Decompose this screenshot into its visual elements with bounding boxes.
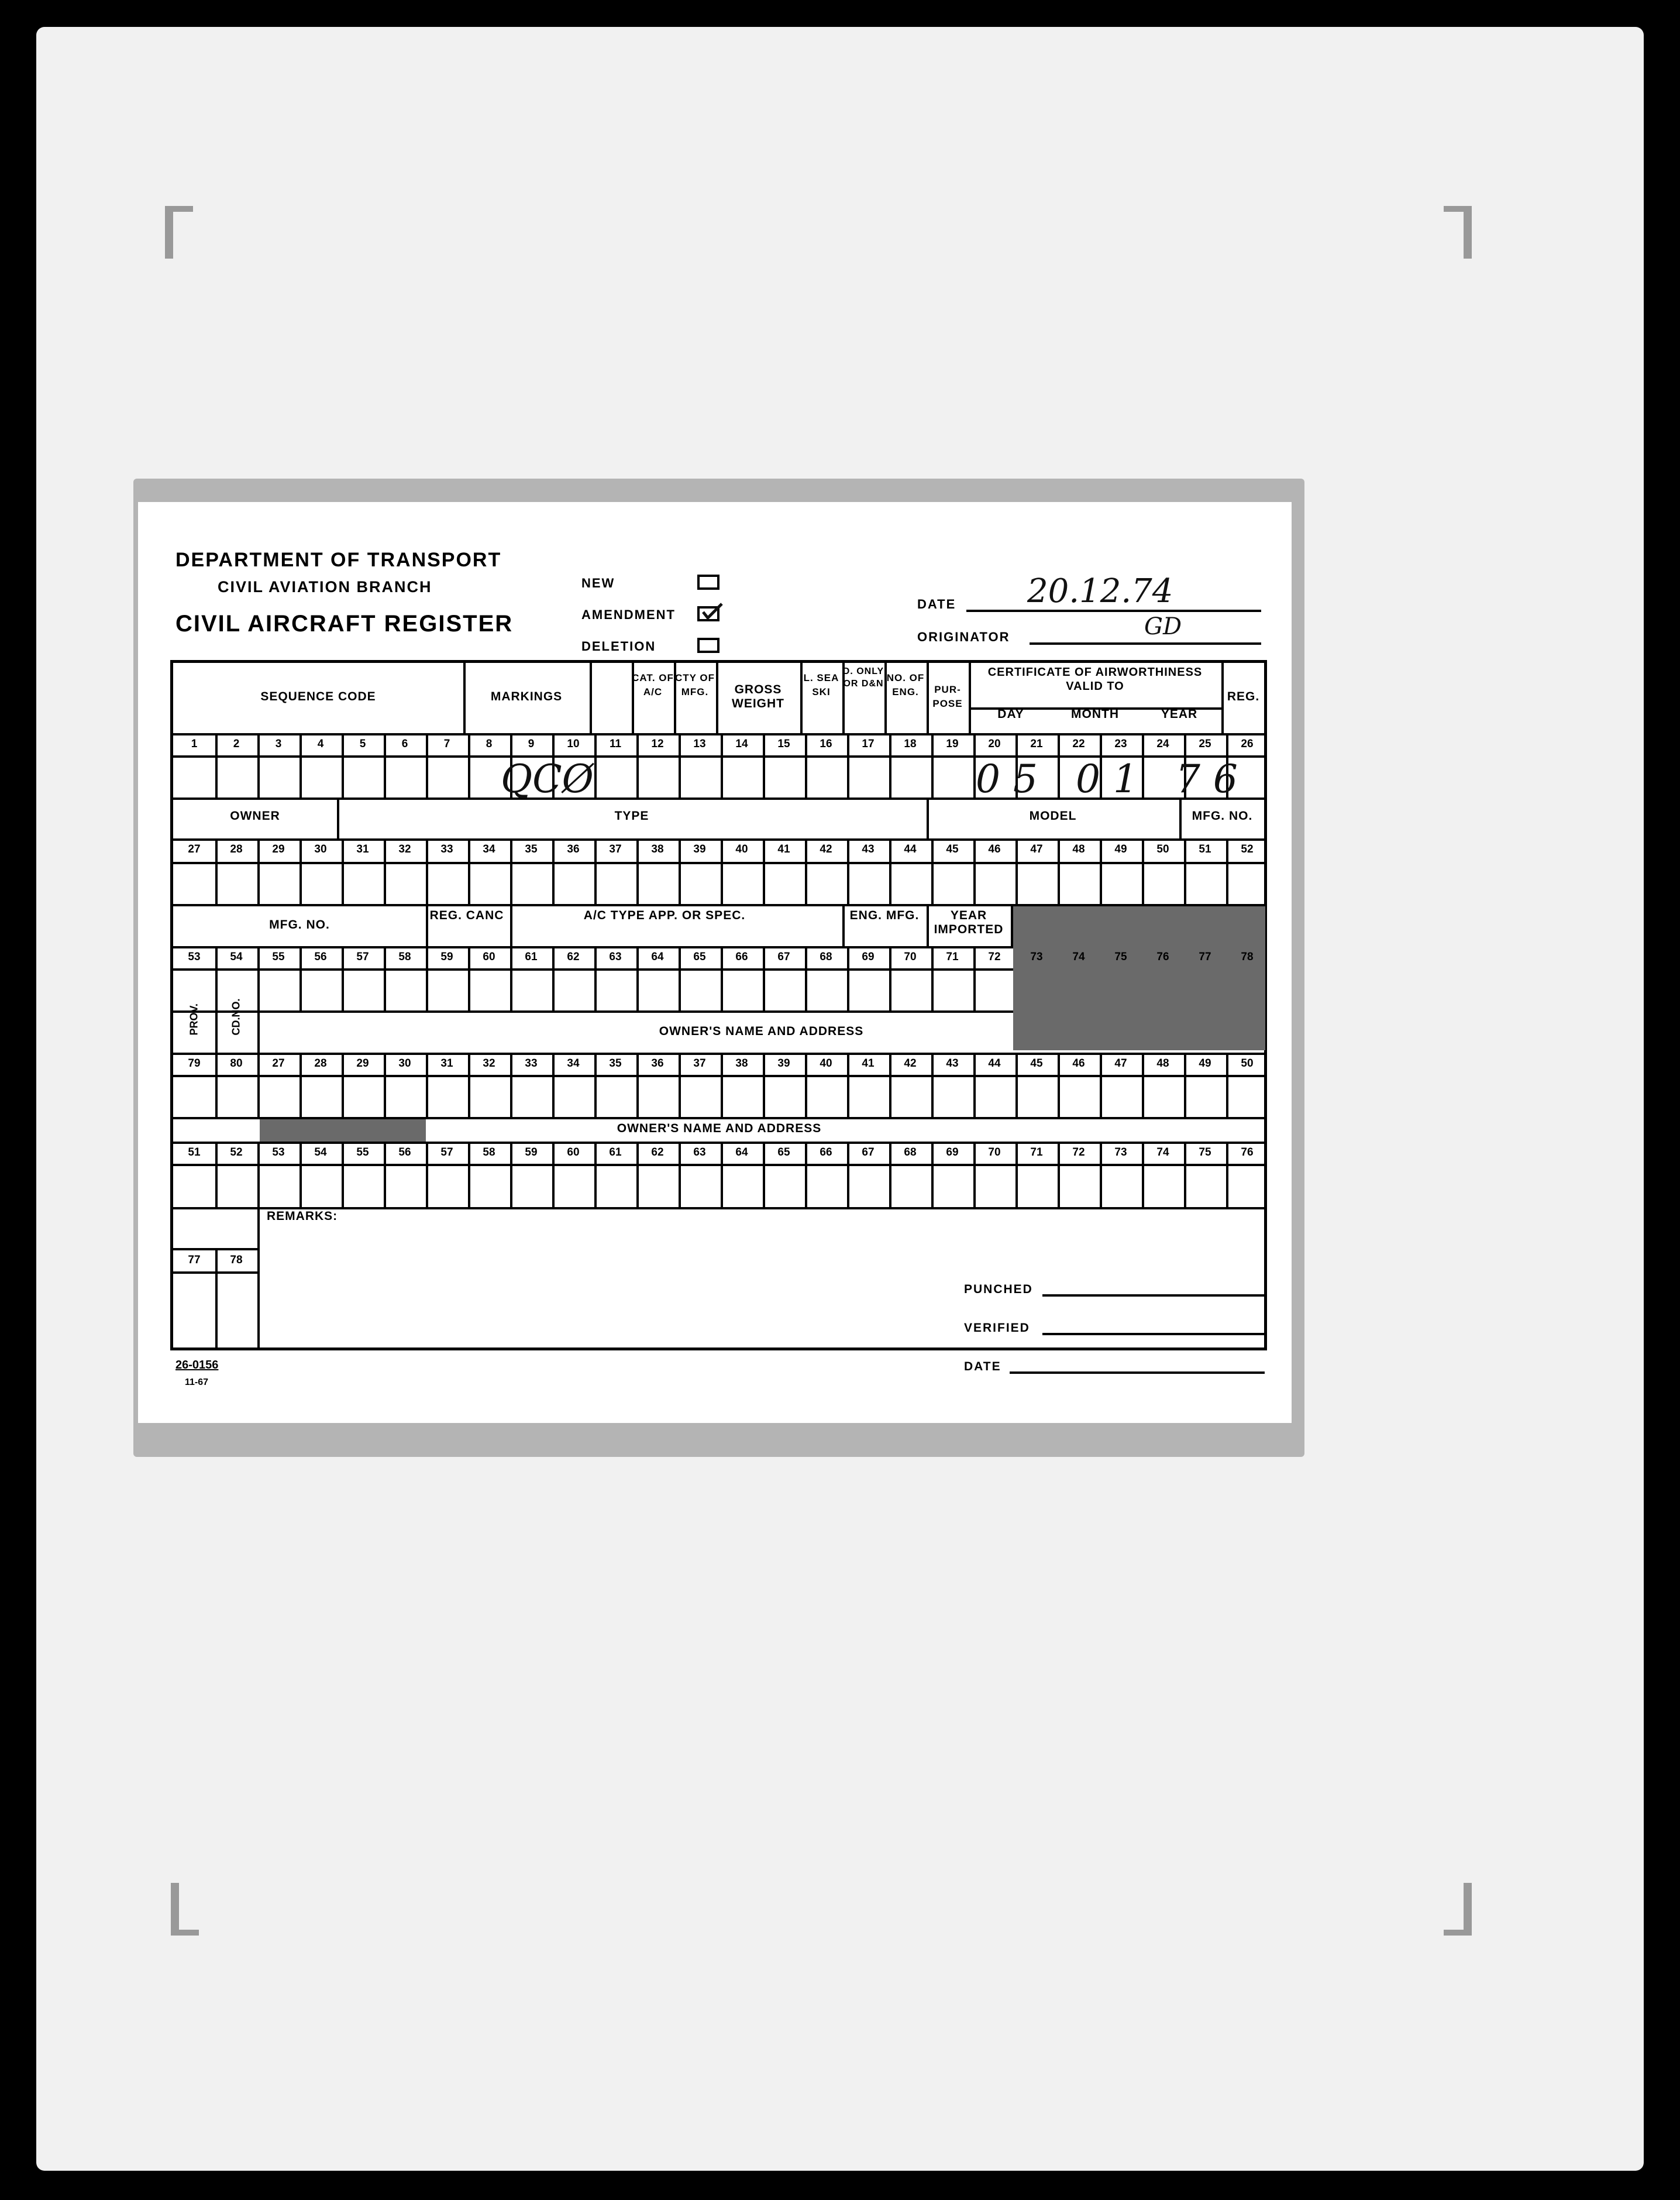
col-number: 27: [272, 1057, 285, 1070]
col-number: 76: [1156, 951, 1169, 963]
cert-header: CERTIFICATE OF AIRWORTHINESS VALID TO: [987, 666, 1203, 693]
col-number: 18: [904, 738, 917, 750]
punched-label: PUNCHED: [964, 1283, 1033, 1296]
col-number: 47: [1114, 1057, 1127, 1070]
col-number: 27: [188, 843, 201, 855]
col-number: 37: [609, 843, 622, 855]
col-number: 49: [1114, 843, 1127, 855]
col-number: 38: [735, 1057, 748, 1070]
crop-mark-top-right: [1464, 206, 1472, 259]
option-new-label: NEW: [581, 576, 615, 590]
col-number: 42: [904, 1057, 917, 1070]
originator-value: GD: [1144, 613, 1182, 640]
date-value: 20.12.74: [1027, 572, 1173, 610]
col-number: 19: [946, 738, 959, 750]
col-number: 75: [1114, 951, 1127, 963]
col-number: 74: [1156, 1146, 1169, 1159]
col-number: 4: [317, 738, 324, 750]
col-number: 41: [862, 1057, 875, 1070]
form-date: 11-67: [185, 1377, 209, 1387]
noeng-header: NO. OF ENG.: [886, 672, 925, 697]
col-number: 54: [314, 1146, 327, 1159]
col-number: 68: [904, 1146, 917, 1159]
mfgno-header-row2: MFG. NO.: [1192, 809, 1253, 823]
col-number: 60: [567, 1146, 580, 1159]
col-number: 38: [651, 843, 664, 855]
col-number: 9: [528, 738, 535, 750]
col-number: 15: [777, 738, 790, 750]
col-number: 2: [233, 738, 240, 750]
col-number: 62: [567, 951, 580, 963]
markings-value: QCØ: [501, 757, 594, 802]
crop-mark-top-left: [165, 206, 173, 259]
col-number: 6: [401, 738, 408, 750]
col-number: 34: [567, 1057, 580, 1070]
col-number: 64: [651, 951, 664, 963]
col-number: 58: [398, 951, 411, 963]
owner-header: OWNER: [230, 809, 280, 823]
option-deletion-label: DELETION: [581, 639, 656, 654]
col-number: 60: [483, 951, 495, 963]
verified-label: VERIFIED: [964, 1321, 1030, 1335]
dept-title: DEPARTMENT OF TRANSPORT: [175, 549, 502, 571]
col-number: 56: [398, 1146, 411, 1159]
col-number: 32: [398, 843, 411, 855]
model-header: MODEL: [1029, 809, 1077, 823]
regcanc-header: REG. CANC: [429, 909, 504, 922]
col-number: 48: [1072, 843, 1085, 855]
day-header: DAY: [997, 707, 1024, 721]
type-header: TYPE: [614, 809, 649, 823]
col-number: 40: [735, 843, 748, 855]
col-number: 35: [609, 1057, 622, 1070]
col-number: 72: [1072, 1146, 1085, 1159]
col-number: 59: [525, 1146, 538, 1159]
option-amendment-label: AMENDMENT: [581, 607, 676, 622]
col-number: 22: [1072, 738, 1085, 750]
col-number: 55: [356, 1146, 369, 1159]
col-number: 71: [946, 951, 959, 963]
originator-label: ORIGINATOR: [917, 630, 1010, 644]
col-number: 52: [1241, 843, 1254, 855]
col-number: 46: [1072, 1057, 1085, 1070]
verified-line: [1042, 1333, 1265, 1335]
card-date-line: [1010, 1371, 1265, 1374]
col-number: 14: [735, 738, 748, 750]
new-checkbox[interactable]: [697, 575, 719, 590]
col-number: 46: [988, 843, 1001, 855]
purpose-header: PUR- POSE: [932, 684, 963, 709]
col-number: 30: [314, 843, 327, 855]
col-number: 43: [862, 843, 875, 855]
col-number: 78: [1241, 951, 1254, 963]
form-code: 26-0156: [175, 1359, 219, 1371]
col-number: 62: [651, 1146, 664, 1159]
col-number: 50: [1156, 843, 1169, 855]
col-number: 52: [230, 1146, 243, 1159]
col-number: 70: [904, 951, 917, 963]
col-number: 5: [359, 738, 366, 750]
col-number: 3: [275, 738, 282, 750]
col-number: 53: [188, 951, 201, 963]
col-number: 65: [777, 1146, 790, 1159]
col-number: 26: [1241, 738, 1254, 750]
col-number: 10: [567, 738, 580, 750]
cty-header: CTY OF MFG.: [674, 672, 715, 697]
owner-address-header-row5: OWNER'S NAME AND ADDRESS: [617, 1122, 822, 1135]
grid-line: [215, 1010, 218, 1053]
form-grid: [170, 660, 1267, 1350]
branch-title: CIVIL AVIATION BRANCH: [218, 578, 432, 596]
col-number: 76: [1241, 1146, 1254, 1159]
card-date-label: DATE: [964, 1360, 1001, 1373]
col-number: 67: [862, 1146, 875, 1159]
col-number: 33: [525, 1057, 538, 1070]
col-number: 44: [988, 1057, 1001, 1070]
punched-line: [1042, 1294, 1265, 1297]
col-number: 68: [820, 951, 832, 963]
actype-header: A/C TYPE APP. OR SPEC.: [583, 909, 746, 922]
grid-line: [510, 904, 512, 946]
crop-mark-bottom-right: [1464, 1883, 1472, 1936]
col-number: 29: [272, 843, 285, 855]
col-number: 34: [483, 843, 495, 855]
grid-line: [590, 663, 592, 733]
cat-header: CAT. OF A/C: [632, 672, 674, 697]
col-number: 39: [777, 1057, 790, 1070]
col-number: 7: [443, 738, 450, 750]
col-number: 12: [651, 738, 664, 750]
crop-mark-bottom-right-h: [1444, 1930, 1472, 1936]
cert-value: 05 01 76: [976, 757, 1251, 802]
col-number: 74: [1072, 951, 1085, 963]
remarks-label: REMARKS:: [267, 1209, 338, 1223]
gross-weight-header: GROSS WEIGHT: [732, 683, 784, 710]
col-number-77: 77: [188, 1254, 201, 1266]
crop-mark-top-left-h: [165, 206, 193, 212]
markings-header: MARKINGS: [490, 690, 563, 703]
col-number: 77: [1199, 951, 1211, 963]
col-number: 59: [440, 951, 453, 963]
col-number: 64: [735, 1146, 748, 1159]
lsea-header: L. SEA SKI: [803, 672, 839, 697]
col-number: 63: [609, 951, 622, 963]
year-imported-header: YEAR IMPORTED: [934, 909, 1004, 936]
col-number: 45: [946, 843, 959, 855]
register-title: CIVIL AIRCRAFT REGISTER: [175, 611, 514, 637]
col-number: 1: [191, 738, 198, 750]
col-number: 70: [988, 1146, 1001, 1159]
col-number: 72: [988, 951, 1001, 963]
col-number: 51: [188, 1146, 201, 1159]
sequence-code-header: SEQUENCE CODE: [260, 690, 376, 703]
col-number: 50: [1241, 1057, 1254, 1070]
engmfg-header: ENG. MFG.: [849, 909, 920, 922]
amendment-checkbox[interactable]: [697, 606, 719, 621]
col-number: 53: [272, 1146, 285, 1159]
col-number: 29: [356, 1057, 369, 1070]
col-number: 73: [1114, 1146, 1127, 1159]
col-number: 48: [1156, 1057, 1169, 1070]
date-label: DATE: [917, 597, 956, 611]
col-number: 16: [820, 738, 832, 750]
register-card: [138, 502, 1292, 1423]
col-number: 36: [567, 843, 580, 855]
col-number: 58: [483, 1146, 495, 1159]
col-number: 28: [230, 843, 243, 855]
col-number: 23: [1114, 738, 1127, 750]
col-number: 66: [735, 951, 748, 963]
col-number: 79: [188, 1057, 201, 1070]
col-number: 41: [777, 843, 790, 855]
col-number: 47: [1030, 843, 1043, 855]
col-number: 45: [1030, 1057, 1043, 1070]
col-number: 67: [777, 951, 790, 963]
col-number: 80: [230, 1057, 243, 1070]
crop-mark-top-right-h: [1444, 206, 1472, 212]
col-number: 42: [820, 843, 832, 855]
col-number: 11: [609, 738, 622, 750]
col-number: 65: [693, 951, 706, 963]
col-number: 8: [486, 738, 493, 750]
col-number: 30: [398, 1057, 411, 1070]
col-number: 66: [820, 1146, 832, 1159]
col-number: 33: [440, 843, 453, 855]
col-number: 61: [525, 951, 538, 963]
mfgno-header-row3: MFG. NO.: [269, 918, 330, 931]
col-number: 31: [356, 843, 369, 855]
col-number: 21: [1030, 738, 1043, 750]
col-number: 28: [314, 1057, 327, 1070]
col-number: 61: [609, 1146, 622, 1159]
prov-header: PROV.: [188, 1003, 200, 1036]
col-number: 44: [904, 843, 917, 855]
col-number: 37: [693, 1057, 706, 1070]
col-number: 43: [946, 1057, 959, 1070]
col-number: 63: [693, 1146, 706, 1159]
year-header: YEAR: [1161, 707, 1198, 721]
col-number: 35: [525, 843, 538, 855]
cdno-header: CD.NO.: [230, 998, 242, 1036]
col-number: 20: [988, 738, 1001, 750]
crop-mark-bottom-left-h: [171, 1930, 199, 1936]
col-number: 55: [272, 951, 285, 963]
col-number: 69: [862, 951, 875, 963]
col-number: 31: [440, 1057, 453, 1070]
col-number: 69: [946, 1146, 959, 1159]
deletion-checkbox[interactable]: [697, 638, 719, 653]
col-number: 13: [693, 738, 706, 750]
col-number: 71: [1030, 1146, 1043, 1159]
col-number: 17: [862, 738, 875, 750]
month-header: MONTH: [1071, 707, 1119, 721]
col-number: 39: [693, 843, 706, 855]
col-number: 57: [356, 951, 369, 963]
col-number: 75: [1199, 1146, 1211, 1159]
col-number: 25: [1199, 738, 1211, 750]
col-number: 49: [1199, 1057, 1211, 1070]
col-number: 51: [1199, 843, 1211, 855]
col-number: 54: [230, 951, 243, 963]
col-number: 36: [651, 1057, 664, 1070]
owner-address-header-row4: OWNER'S NAME AND ADDRESS: [659, 1025, 864, 1038]
col-number-78: 78: [230, 1254, 243, 1266]
col-number: 73: [1030, 951, 1043, 963]
col-number: 40: [820, 1057, 832, 1070]
col-number: 32: [483, 1057, 495, 1070]
originator-line: [1030, 642, 1261, 645]
crop-mark-bottom-left: [171, 1883, 179, 1936]
donly-header: D. ONLY OR D&N: [842, 666, 884, 689]
col-number: 24: [1156, 738, 1169, 750]
reg-header: REG.: [1227, 690, 1260, 703]
col-number: 57: [440, 1146, 453, 1159]
checkmark-icon: [698, 603, 724, 620]
col-number: 56: [314, 951, 327, 963]
